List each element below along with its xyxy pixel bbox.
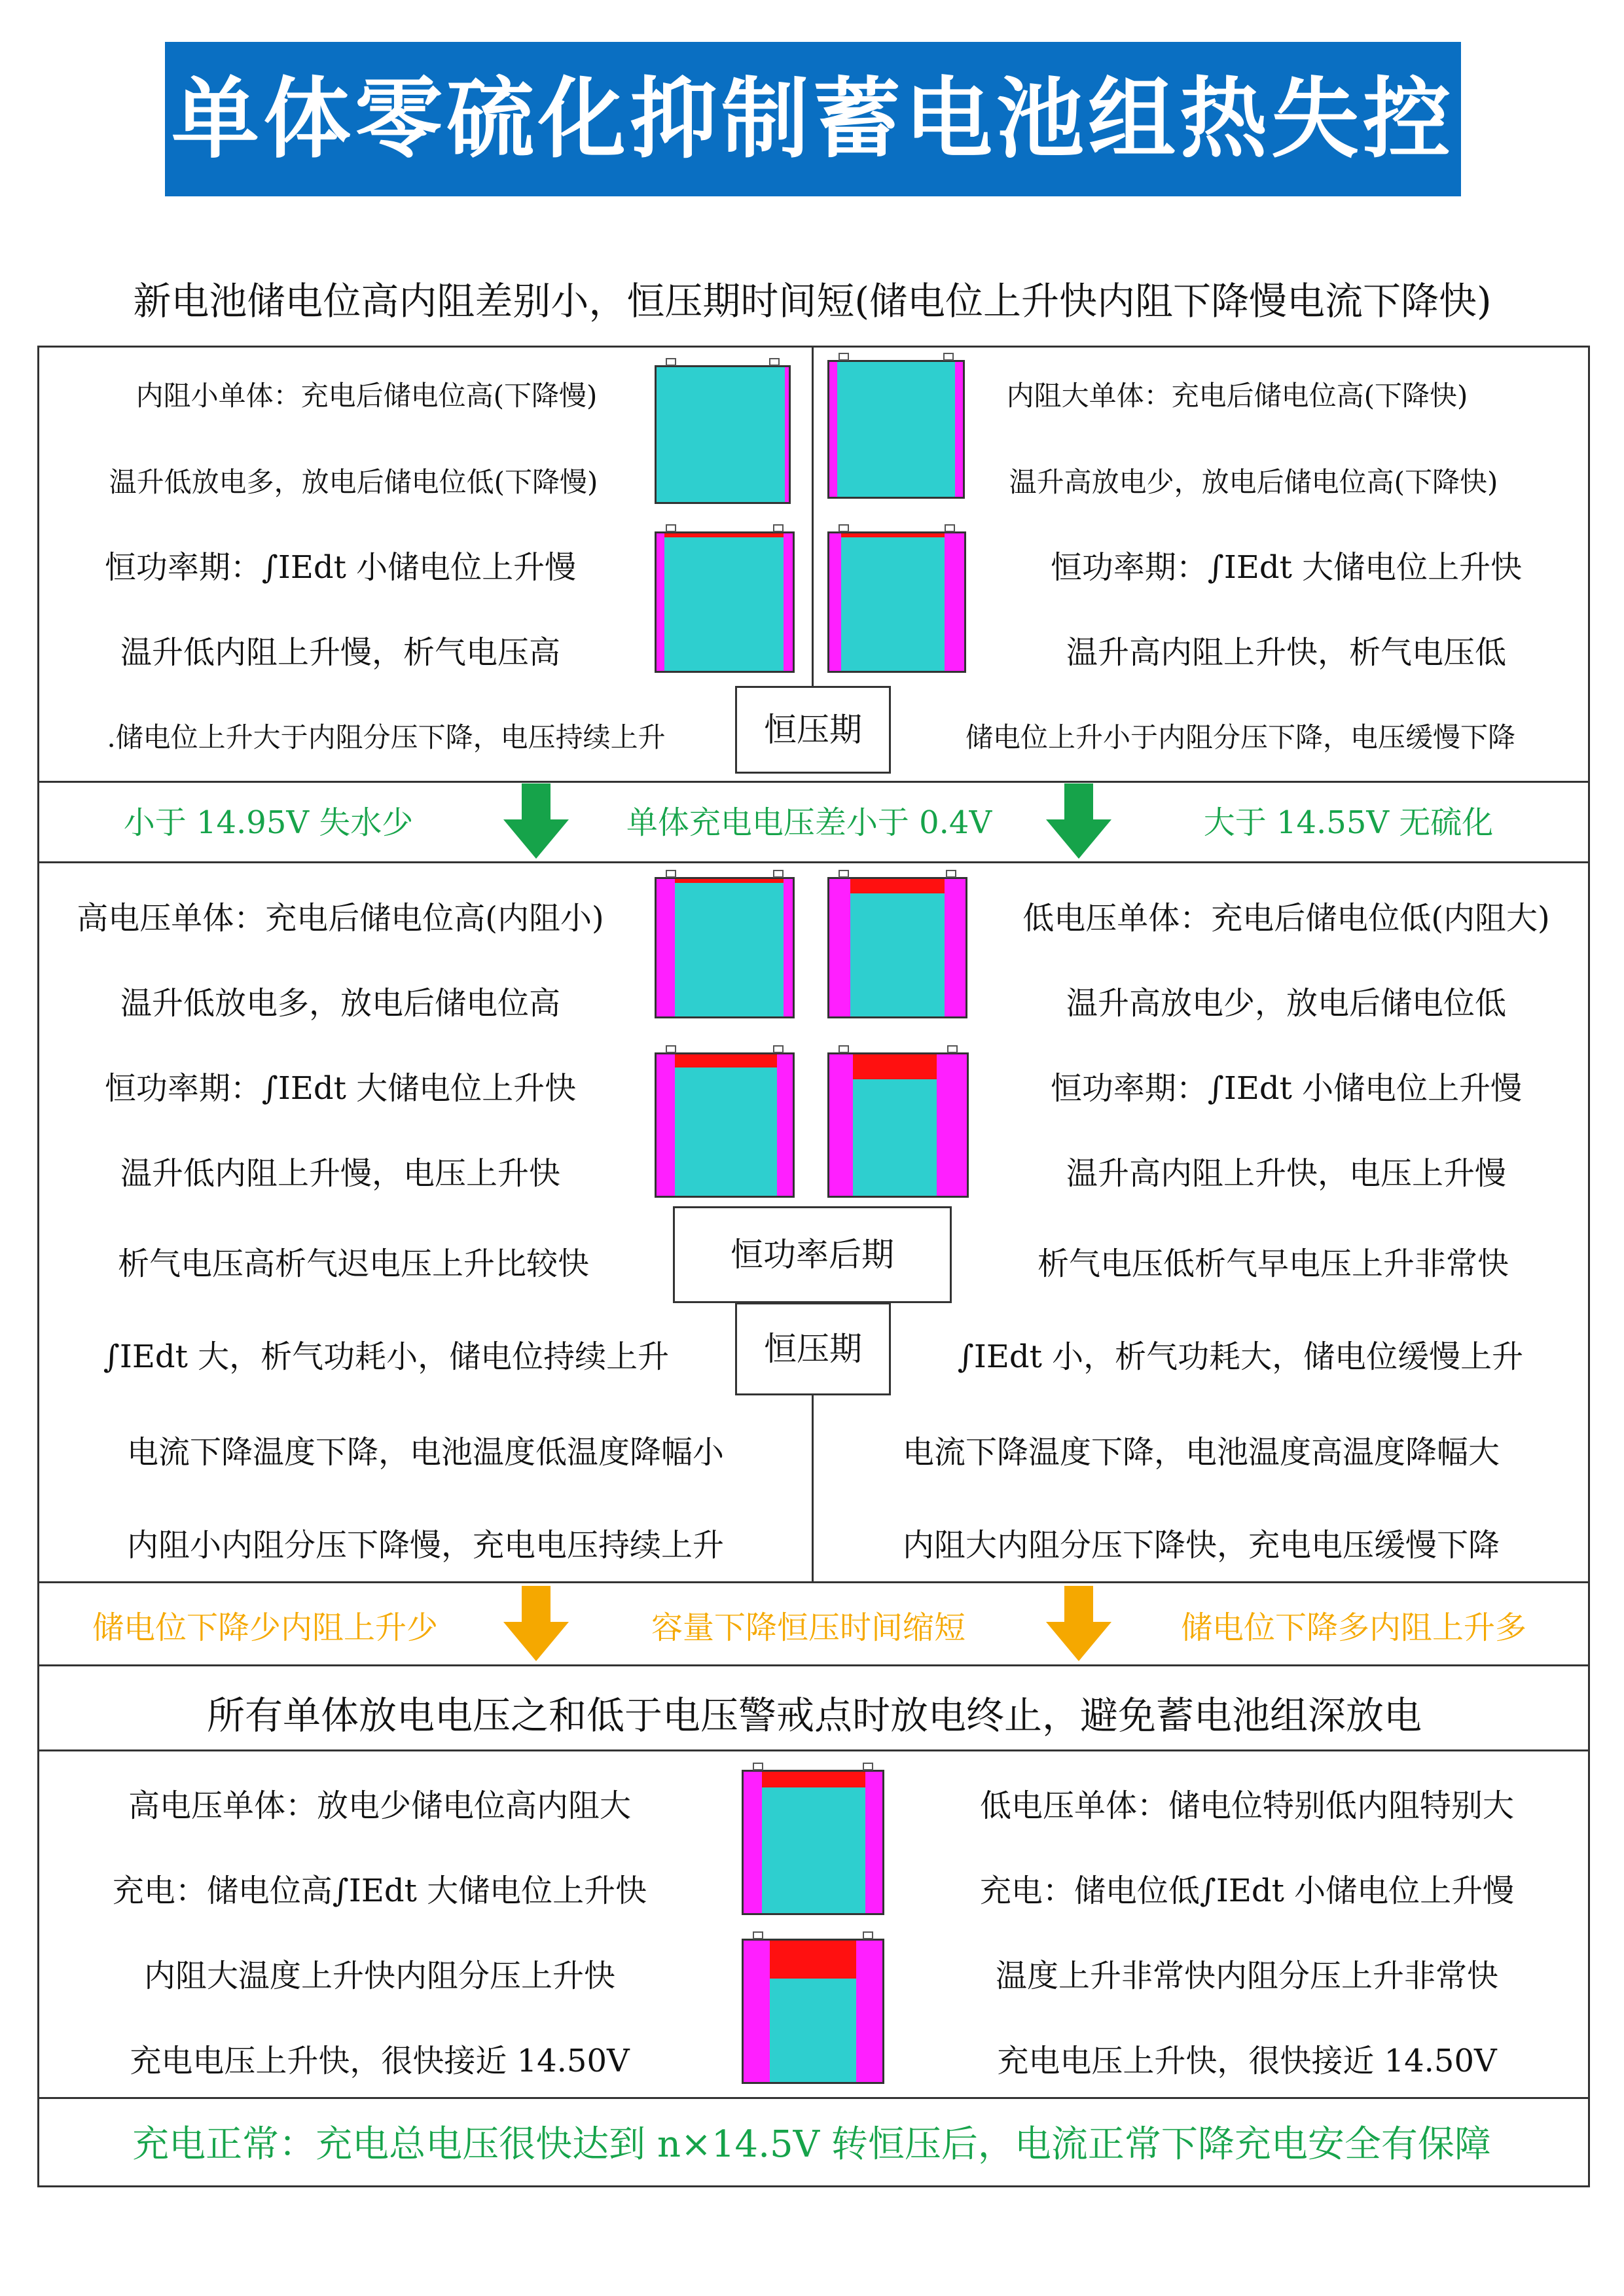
section2-right-line: 内阻大内阻分压下降快，充电电压缓慢下降 — [902, 1527, 1500, 1564]
down-arrow-icon — [1043, 780, 1114, 862]
band1-center: 单体充电电压差小于 0.4V — [626, 804, 992, 841]
divider-4 — [37, 1664, 1590, 1666]
section1-right-line: 储电位上升小于内阻分压下降，电压缓慢下降 — [965, 721, 1516, 753]
battery-cell-high-voltage — [655, 877, 795, 1018]
constant-power-late-label: 恒功率后期 — [673, 1206, 952, 1303]
section3-right-line: 温度上升非常快内阻分压上升非常快 — [995, 1958, 1499, 1994]
battery-cell-high-voltage-discharged — [742, 1770, 884, 1915]
section3-right-line: 低电压单体：储电位特别低内阻特别大 — [979, 1787, 1515, 1824]
section2-right-line: 低电压单体：充电后储电位低(内阻大) — [1022, 900, 1550, 937]
section2-right-line: 温升高放电少，放电后储电位低 — [1066, 985, 1507, 1022]
divider-3 — [37, 1581, 1590, 1583]
section2-left-line: 温升低放电多，放电后储电位高 — [120, 985, 561, 1022]
section1-left-line: 温升低内阻上升慢，析气电压高 — [120, 634, 561, 671]
section1-left-line: 恒功率期：∫IEdt 小储电位上升慢 — [104, 549, 577, 586]
section3-left-line: 充电电压上升快，很快接近 14.50V — [130, 2043, 630, 2079]
battery-cell-low-resistance-charged — [655, 531, 795, 673]
section3-right-line: 充电：储电位低∫IEdt 小储电位上升慢 — [979, 1873, 1515, 1909]
section3-right-line: 充电电压上升快，很快接近 14.50V — [997, 2043, 1497, 2079]
battery-cell-low-resistance — [655, 365, 791, 504]
section2-left-line: 析气电压高析气迟电压上升比较快 — [117, 1246, 590, 1282]
page-title: 单体零硫化抑制蓄电池组热失控 — [165, 42, 1461, 196]
section3-left-line: 高电压单体：放电少储电位高内阻大 — [128, 1787, 632, 1824]
discharge-statement: 所有单体放电电压之和低于电压警戒点时放电终止，避免蓄电池组深放电 — [206, 1693, 1422, 1738]
section1-left-line: 温升低放电多，放电后储电位低(下降慢) — [109, 466, 598, 498]
band2-center: 容量下降恒压时间缩短 — [651, 1609, 966, 1646]
constant-voltage-label: 恒压期 — [735, 1302, 891, 1395]
battery-cell-high-resistance — [827, 360, 965, 499]
section2-right-line: 析气电压低析气早电压上升非常快 — [1037, 1246, 1509, 1282]
battery-cell-high-resistance-charged — [827, 531, 966, 673]
footer-conclusion: 充电正常：充电总电压很快达到 n×14.5V 转恒压后，电流正常下降充电安全有保障 — [132, 2123, 1491, 2166]
subtitle: 新电池储电位高内阻差别小，恒压期时间短(储电位上升快内阻下降慢电流下降快) — [133, 279, 1492, 323]
section1-divider — [812, 346, 814, 686]
section1-right-line: 恒功率期：∫IEdt 大储电位上升快 — [1050, 549, 1523, 586]
band1-right: 大于 14.55V 无硫化 — [1203, 804, 1494, 841]
section2-right-line: 温升高内阻上升快，电压上升慢 — [1066, 1155, 1507, 1192]
section2-left-line: 电流下降温度下降，电池温度低温度降幅小 — [126, 1434, 725, 1471]
section2-left-line: 内阻小内阻分压下降慢，充电电压持续上升 — [126, 1527, 725, 1564]
divider-6 — [37, 2097, 1590, 2099]
down-arrow-icon — [501, 1583, 571, 1664]
band2-left: 储电位下降少内阻上升少 — [92, 1609, 439, 1646]
section2-left-line: 恒功率期：∫IEdt 大储电位上升快 — [104, 1070, 577, 1107]
section2-left-line: 高电压单体：充电后储电位高(内阻小) — [77, 900, 604, 937]
divider-1 — [37, 781, 1590, 783]
section2-right-line: 恒功率期：∫IEdt 小储电位上升慢 — [1050, 1070, 1523, 1107]
divider-5 — [37, 1749, 1590, 1751]
section2-left-line: 温升低内阻上升慢，电压上升快 — [120, 1155, 561, 1192]
section2-right-line: 电流下降温度下降，电池温度高温度降幅大 — [902, 1434, 1500, 1471]
down-arrow-icon — [1043, 1583, 1114, 1664]
battery-cell-low-voltage-discharged — [742, 1939, 884, 2084]
section2-right-line: ∫IEdt 小，析气功耗大，储电位缓慢上升 — [957, 1338, 1524, 1375]
section1-right-line: 温升高放电少，放电后储电位高(下降快) — [1009, 466, 1498, 498]
battery-cell-low-voltage — [827, 877, 967, 1018]
divider-2 — [37, 861, 1590, 863]
section2-left-line: ∫IEdt 大，析气功耗小，储电位持续上升 — [103, 1338, 670, 1375]
band1-left: 小于 14.95V 失水少 — [123, 804, 414, 841]
constant-voltage-label: 恒压期 — [735, 686, 891, 774]
section1-left-line: 内阻小单体：充电后储电位高(下降慢) — [135, 380, 598, 412]
section3-left-line: 充电：储电位高∫IEdt 大储电位上升快 — [112, 1873, 647, 1909]
section3-left-line: 内阻大温度上升快内阻分压上升快 — [143, 1958, 616, 1994]
battery-cell-low-voltage-charged — [827, 1052, 969, 1198]
section1-right-line: 内阻大单体：充电后储电位高(下降快) — [1006, 380, 1468, 412]
down-arrow-icon — [501, 780, 571, 862]
section1-left-line: .储电位上升大于内阻分压下降，电压持续上升 — [107, 721, 666, 753]
section1-right-line: 温升高内阻上升快，析气电压低 — [1066, 634, 1507, 671]
battery-cell-high-voltage-charged — [655, 1052, 795, 1198]
band2-right: 储电位下降多内阻上升多 — [1180, 1609, 1527, 1646]
section2-divider — [812, 1366, 814, 1582]
